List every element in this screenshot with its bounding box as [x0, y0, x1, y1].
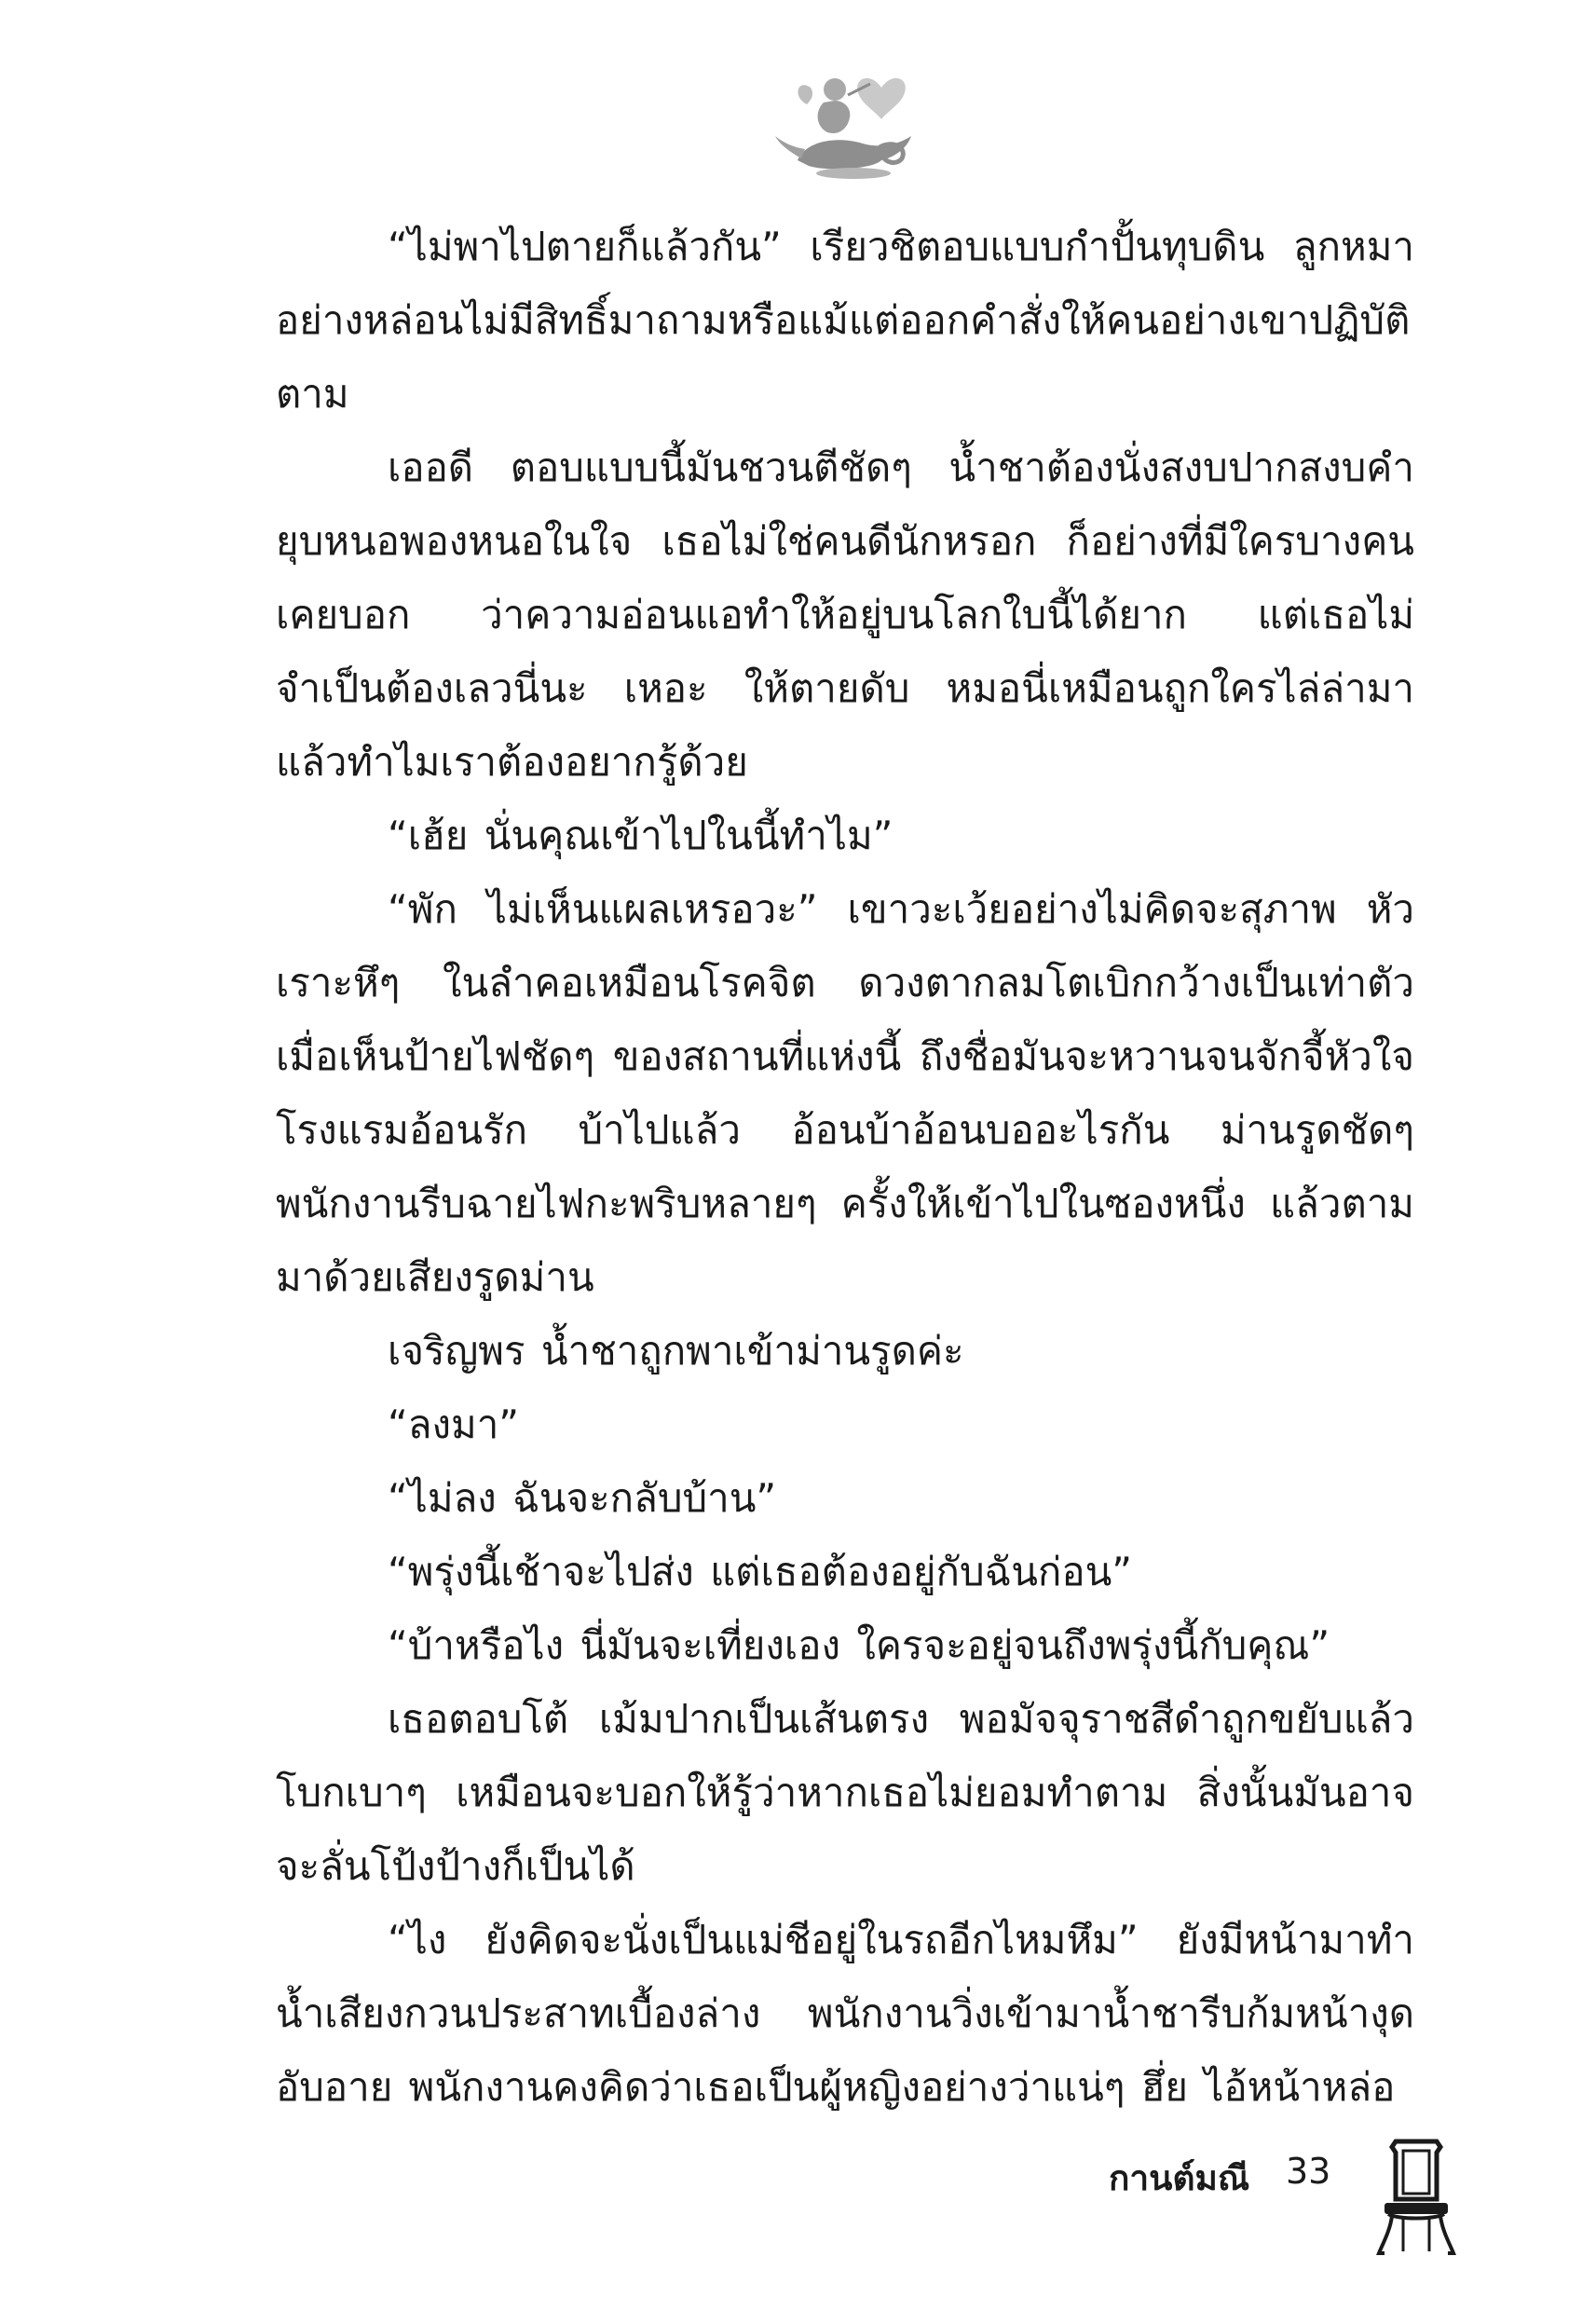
paragraph: เจริญพร น้ำชาถูกพาเข้าม่านรูดค่ะ	[388, 1328, 964, 1374]
paragraph: “บ้าหรือไง นี่มันจะเที่ยงเอง ใครจะอยู่จนถึงพรุ่งนี้กับคุณ”	[388, 1622, 1330, 1668]
cupid-teapot-ornament-icon	[770, 50, 928, 190]
body-text	[276, 210, 1414, 2124]
paragraph: “ลงมา”	[388, 1402, 520, 1447]
paragraph: เธอตอบโต้ เม้มปากเป็นเส้นตรง พอมัจจุราชสีดำถูกขยับแล้วโบกเบาๆ เหมือนจะบอกให้รู้ว่าหากเธอไม่ยอมทำตาม สิ่งนั้นมันอาจจะลั่นโป้งป้างก็เป็นได้	[276, 1696, 1414, 1889]
page-footer	[1109, 2134, 1481, 2208]
author-name: กานต์มณี	[1109, 2158, 1250, 2198]
paragraph: “พัก ไม่เห็นแผลเหรอวะ” เขาวะเว้ยอย่างไม่คิดจะสุภาพ หัวเราะหึๆ ในลำคอเหมือนโรคจิต ดวงตากลมโตเบิกกว้างเป็นเท่าตัว เมื่อเห็นป้ายไฟชัดๆ ของสถานที่แห่งนี้ ถึงชื่อมันจะหวานจนจักจี้หัวใจ โรงแรมอ้อนรัก บ้าไปแล้ว อ้อนบ้าอ้อนบออะไรกัน ม่านรูดชัดๆ พนักงานรีบฉายไฟกะพริบหลายๆ ครั้งให้เข้าไปในซองหนึ่ง แล้วตามมาด้วยเสียงรูดม่าน	[276, 886, 1414, 1300]
paragraph: “ไม่ลง ฉันจะกลับบ้าน”	[388, 1475, 777, 1521]
paragraph: “เฮ้ย นั่นคุณเข้าไปในนี้ทำไม”	[388, 813, 893, 858]
paragraph: เออดี ตอบแบบนี้มันชวนตีชัดๆ น้ำชาต้องนั่งสงบปากสงบคำยุบหนอพองหนอในใจ เธอไม่ใช่คนดีนักหรอก ก็อย่างที่มีใครบางคนเคยบอก ว่าความอ่อนแอทำให้อยู่บนโลกใบนี้ได้ยาก แต่เธอไม่จำเป็นต้องเลวนี่นะ เหอะ ให้ตายดับ หมอนี่เหมือนถูกใครไล่ล่ามาแล้วทำไมเราต้องอยากรู้ด้วย	[276, 444, 1414, 785]
paragraph: “ไง ยังคิดจะนั่งเป็นแม่ชีอยู่ในรถอีกไหมหึม” ยังมีหน้ามาทำน้ำเสียงกวนประสาทเบื้องล่าง พนักงานวิ่งเข้ามาน้ำชารีบก้มหน้างุดอับอาย พนักงานคงคิดว่าเธอเป็นผู้หญิงอย่างว่าแน่ๆ ฮึ่ย ไอ้หน้าหล่อ	[276, 1917, 1414, 2110]
paragraph: “พรุ่งนี้เช้าจะไปส่ง แต่เธอต้องอยู่กับฉันก่อน”	[388, 1549, 1133, 1594]
paragraph: “ไม่พาไปตายก็แล้วกัน” เรียวชิตอบแบบกำปั้นทุบดิน ลูกหมาอย่างหล่อนไม่มีสิทธิ์มาถามหรือแม้แต่ออกคำสั่งให้คนอย่างเขาปฏิบัติตาม	[276, 224, 1414, 417]
page-number: 33	[1286, 2151, 1331, 2192]
vintage-chair-icon	[1370, 2134, 1463, 2274]
